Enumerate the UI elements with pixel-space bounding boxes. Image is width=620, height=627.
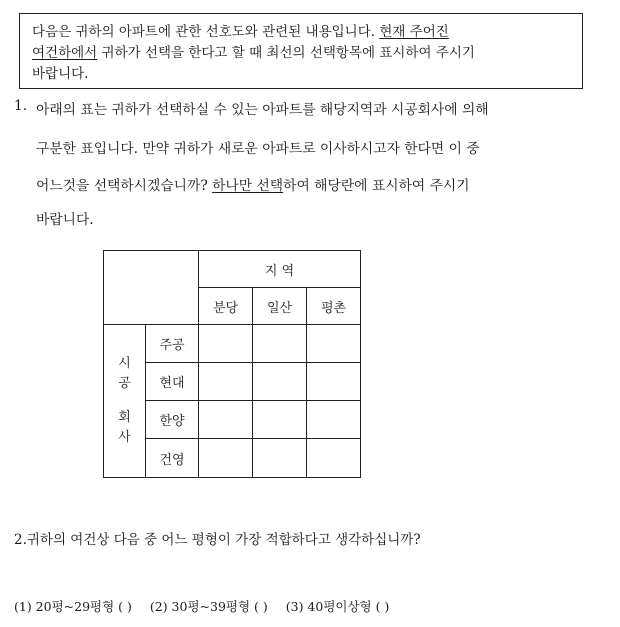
answer-cell[interactable] (199, 325, 253, 363)
builder-hanyang: 한양 (146, 401, 199, 439)
answer-cell[interactable] (253, 439, 307, 478)
instruction-text-2: 귀하가 선택을 한다고 할 때 최선의 선택항목에 표시하여 주시기 (97, 45, 475, 61)
question-1-line-3 (36, 174, 470, 194)
question-2: 2.귀하의 여건상 다음 중 어느 평형이 가장 적합하다고 생각하십니까? (14, 532, 421, 548)
region-bundang: 분당 (199, 288, 253, 325)
question-1-line-3-rest: 하여 해당란에 표시하여 주시기 (283, 178, 470, 194)
answer-cell[interactable] (253, 325, 307, 363)
builder-hyundai: 현대 (146, 363, 199, 401)
question-1-number: 1. (14, 98, 28, 114)
instruction-underline-1: 현재 주어진 (379, 24, 449, 40)
builder-header (104, 325, 146, 478)
builder-header-char: 시 (118, 356, 131, 371)
selection-table (103, 250, 361, 478)
answer-cell[interactable] (253, 363, 307, 401)
answer-cell[interactable] (253, 401, 307, 439)
instruction-line-3: 바랍니다. (32, 66, 89, 82)
answer-cell[interactable] (307, 401, 361, 439)
option-40-plus[interactable]: (3) 40평이상형 ( ) (285, 599, 390, 614)
instruction-text: 다음은 귀하의 아파트에 관한 선호도와 관련된 내용입니다. (32, 24, 380, 40)
builder-jugong: 주공 (146, 325, 199, 363)
question-1-line-2: 구분한 표입니다. 만약 귀하가 새로운 아파트로 이사하시고자 한다면 이 중 (36, 141, 480, 157)
answer-cell[interactable] (199, 363, 253, 401)
question-1-line-3-text: 어느것을 선택하시겠습니까? (36, 178, 213, 194)
question-2-options (14, 597, 403, 615)
answer-cell[interactable] (307, 363, 361, 401)
builder-header-char: 공 (118, 376, 131, 391)
region-pyeongchon: 평촌 (307, 288, 361, 325)
builder-header-char: 회 (118, 410, 131, 425)
question-1-line-1: 아래의 표는 귀하가 선택하실 수 있는 아파트를 해당지역과 시공회사에 의해 (36, 102, 489, 118)
instruction-box (19, 13, 583, 89)
instruction-underline-2: 여건하에서 (32, 45, 98, 61)
answer-cell[interactable] (307, 439, 361, 478)
instruction-line-2 (32, 43, 572, 64)
option-20-29[interactable]: (1) 20평~29평형 ( ) (14, 599, 132, 614)
answer-cell[interactable] (199, 439, 253, 478)
builder-header-char: 사 (118, 430, 131, 445)
question-1-line-4: 바랍니다. (36, 212, 94, 228)
table-corner-cell (104, 251, 199, 325)
answer-cell[interactable] (199, 401, 253, 439)
question-1-underline: 하나만 선택 (212, 178, 284, 194)
builder-geonyoung: 건영 (146, 439, 199, 478)
region-header: 지 역 (199, 251, 361, 288)
answer-cell[interactable] (307, 325, 361, 363)
option-30-39[interactable]: (2) 30평~39평형 ( ) (149, 599, 268, 614)
region-ilsan: 일산 (253, 288, 307, 325)
instruction-line-1 (32, 22, 572, 43)
